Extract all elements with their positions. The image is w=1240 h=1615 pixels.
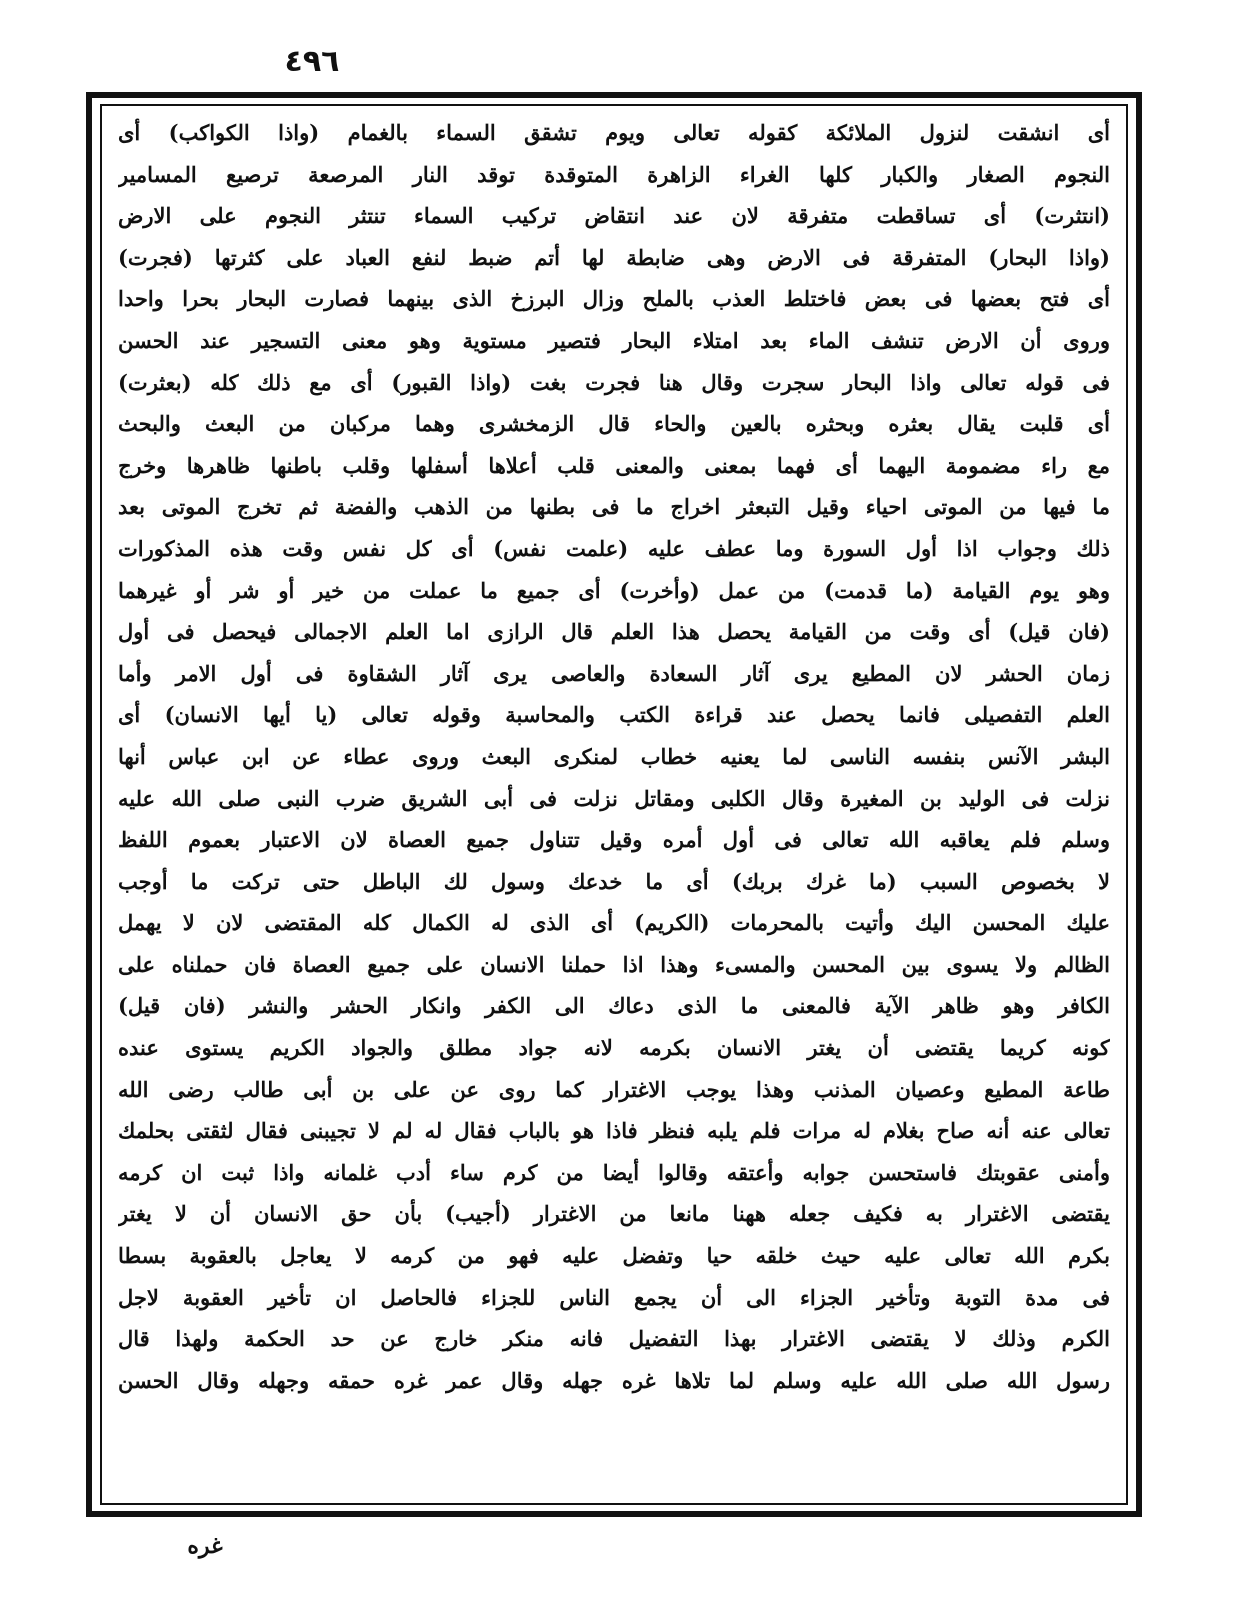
text-line: (واذا البحار) المتفرقة فى الارض وهى ضابطة لها أتم ضبط لنفع العباد على كثرتها (فجرت) [118,244,1110,270]
text-line: كونه كريما يقتضى أن يغتر الانسان بكرمه لانه جواد مطلق والجواد الكريم يستوى عنده [118,1035,1110,1061]
text-line: أى فتح بعضها فى بعض فاختلط العذب بالملح وزال البرزخ الذى بينهما فصارت البحار بحرا واحدا [118,286,1110,312]
text-line: تعالى عنه أنه صاح بغلام له مرات فلم يلبه فنظر فاذا هو بالباب فقال له لم لا تجيبنى فقال لثقتى بحلمك [118,1118,1110,1144]
text-line: ذلك وجواب اذا أول السورة وما عطف عليه (علمت نفس) أى كل نفس وقت هذه المذكورات [118,535,1110,561]
page-number: ٤٩٦ [284,44,340,79]
text-line: فى قوله تعالى واذا البحار سجرت وقال هنا فجرت بغت (واذا القبور) أى مع ذلك كله (بعثرت) [118,369,1110,395]
text-line: مع راء مضمومة اليهما أى فهما بمعنى والمعنى قلب أعلاها أسفلها وقلب باطنها ظاهرها وخرج [118,452,1110,478]
text-line: بكرم الله تعالى عليه حيث خلقه حيا وتفضل عليه فهو من كرمه لا يعاجل بالعقوبة بسطا [118,1243,1110,1269]
text-line: ما فيها من الموتى احياء وقيل التبعثر اخراج ما فى بطنها من الذهب والفضة ثم تخرج الموتى بعد [118,494,1110,520]
text-line: يقتضى الاغترار به فكيف جعله ههنا مانعا من الاغترار (أجيب) بأن حق الانسان أن لا يغتر [118,1201,1110,1227]
text-line: الكافر وهو ظاهر الآية فالمعنى ما الذى دعاك الى الكفر وانكار الحشر والنشر (فان قيل) [118,993,1110,1019]
text-line: وهو يوم القيامة (ما قدمت) من عمل (وأخرت) أى جميع ما عملت من خير أو شر أو غيرهما [118,577,1110,603]
text-line: نزلت فى الوليد بن المغيرة وقال الكلبى ومقاتل نزلت فى أبى الشريق ضرب النبى صلى الله عليه [118,785,1110,811]
text-line: (انتثرت) أى تساقطت متفرقة لان عند انتقاض تركيب السماء تنتثر النجوم على الارض [118,203,1110,229]
page-text-body [118,112,1110,1492]
text-line: عليك المحسن اليك وأتيت بالمحرمات (الكريم) أى الذى له الكمال كله المقتضى لان لا يهمل [118,910,1110,936]
text-line: طاعة المطيع وعصيان المذنب وهذا يوجب الاغترار كما روى عن على بن أبى طالب رضى الله [118,1076,1110,1102]
text-line: أى انشقت لنزول الملائكة كقوله تعالى ويوم تشقق السماء بالغمام (واذا الكواكب) أى [118,120,1110,145]
text-line: زمان الحشر لان المطيع يرى آثار السعادة والعاصى يرى آثار الشقاوة فى أول الامر وأما [118,660,1110,686]
text-line: أى قلبت يقال بعثره وبحثره بالعين والحاء قال الزمخشرى وهما مركبان من البعث والبحث [118,411,1110,437]
text-line: وروى أن الارض تنشف الماء بعد امتلاء البحار فتصير مستوية وهو معنى التسجير عند الحسن [118,327,1110,353]
text-line: البشر الآنس بنفسه الناسى لما يعنيه خطاب لمنكرى البعث وروى عطاء عن ابن عباس أنها [118,743,1110,769]
text-line: رسول الله صلى الله عليه وسلم لما تلاها غره جهله وقال عمر غره حمقه وجهله وقال الحسن [118,1367,1110,1393]
text-line: وأمنى عقوبتك فاستحسن جوابه وأعتقه وقالوا أيضا من كرم ساء أدب غلمانه واذا ثبت ان كرمه [118,1159,1110,1185]
text-line: لا بخصوص السبب (ما غرك بربك) أى ما خدعك وسول لك الباطل حتى تركت ما أوجب [118,868,1110,894]
text-line: (فان قيل) أى وقت من القيامة يحصل هذا العلم قال الرازى اما العلم الاجمالى فيحصل فى أول [118,619,1110,645]
text-line: فى مدة التوبة وتأخير الجزاء الى أن يجمع الناس للجزاء فالحاصل ان تأخير العقوبة لاجل [118,1284,1110,1310]
text-line: وسلم فلم يعاقبه الله تعالى فى أول أمره وقيل تتناول جميع العصاة لان الاعتبار بعموم اللفظ [118,827,1110,853]
text-line: الكرم وذلك لا يقتضى الاغترار بهذا التفضيل فانه منكر خارج عن حد الحكمة ولهذا قال [118,1326,1110,1352]
text-line: النجوم الصغار والكبار كلها الغراء الزاهرة المتوقدة توقد النار المرصعة ترصيع المسامير [118,161,1110,187]
catchword: غره [187,1533,223,1559]
text-line: الظالم ولا يسوى بين المحسن والمسىء وهذا اذا حملنا الانسان على جميع العصاة فان حملناه على [118,951,1110,977]
text-line: العلم التفصيلى فانما يحصل عند قراءة الكتب والمحاسبة وقوله تعالى (يا أيها الانسان) أى [118,702,1110,728]
